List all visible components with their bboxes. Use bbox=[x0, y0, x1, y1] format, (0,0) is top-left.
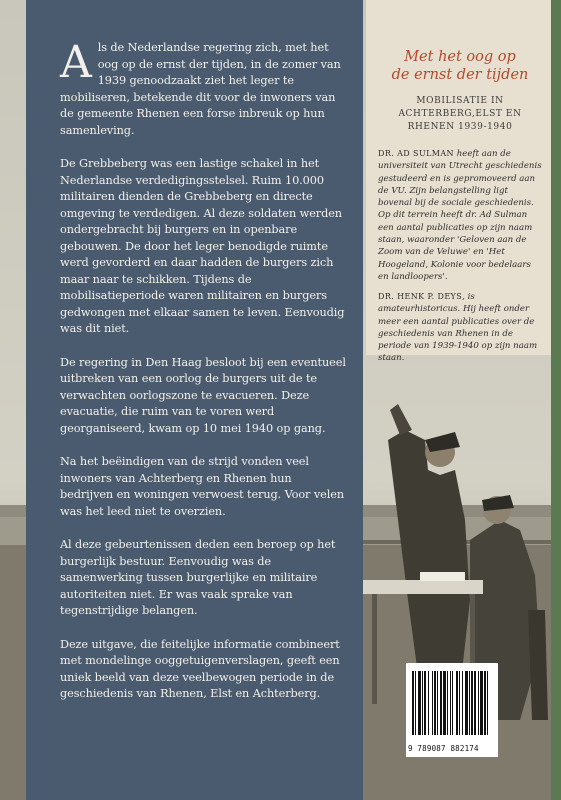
barcode-bar bbox=[471, 671, 473, 735]
barcode-bar bbox=[484, 671, 486, 735]
barcode-bar bbox=[450, 671, 451, 735]
book-title: Met het oog op de ernst der tijden bbox=[391, 49, 529, 83]
barcode-bar bbox=[424, 671, 426, 735]
barcode-bar bbox=[434, 671, 436, 735]
barcode-bar bbox=[469, 671, 470, 735]
barcode-bar bbox=[415, 671, 416, 735]
isbn-number: 9 789087 882174 bbox=[408, 744, 479, 753]
barcode-bar bbox=[422, 671, 423, 735]
barcode bbox=[406, 663, 498, 757]
blurb-paragraph-1: Als de Nederlandse regering zich, met het oog op de ernst der tijden, in de zomer van 1939 genoodzaakt ziet het leger te mobiliseren, betekende dit voor de inwoners van de gemeente Rhenen een forse inbreuk op hun samenleving. bbox=[60, 37, 341, 137]
barcode-bar bbox=[456, 671, 458, 735]
barcode-bar bbox=[440, 671, 442, 735]
barcode-bar bbox=[412, 671, 414, 735]
barcode-bar bbox=[459, 671, 460, 735]
blurb-paragraph-4: Na het beëindigen van de strijd vonden veel inwoners van Achterberg en Rhenen hun bedrijven en woningen verwoest terug. Voor velen was het leed niet te overzien. bbox=[60, 455, 344, 518]
author-name: DR. AD SULMAN bbox=[378, 149, 454, 158]
blurb-paragraph-3: De regering in Den Haag besloot bij een eventueel uitbreken van een oorlog de burgers uit de te verwachten oorlogszone te evacueren. Deze evacuatie, die ruim van te voren werd georganiseerd, kwam op 10 mei 1940 op gang. bbox=[60, 355, 346, 435]
author-name: DR. HENK P. DEYS bbox=[378, 292, 463, 301]
barcode-bar bbox=[452, 671, 453, 735]
barcode-bar bbox=[487, 671, 488, 735]
blurb-paragraph-2: De Grebbeberg was een lastige schakel in het Nederlandse verdedigingsstelsel. Ruim 10.000 militairen dienden de Grebbeberg en directe omgeving te verdedigen. Al deze soldaten werden ondergebracht bij burgers en in openbare gebouwen. De door het leger benodigde ruimte werd gevorderd en daar hadden de burgers zich maar naar te schikken. Tijdens de mobilisatieperiode waren militairen en burgers gedwongen met elkaar samen te leven. Eenvoudig was dit niet. bbox=[60, 157, 345, 335]
blurb-paragraph-5: Al deze gebeurtenissen deden een beroep op het burgerlijk bestuur. Eenvoudig was de samenwerking tussen burgerlijke en militaire autoriteiten niet. Er was vaak sprake van tegenstrijdige belangen. bbox=[60, 538, 336, 617]
barcode-bar bbox=[418, 671, 421, 735]
barcode-bars-icon bbox=[406, 663, 498, 743]
book-subtitle: MOBILISATIE IN ACHTERBERG,ELST EN RHENEN 1939-1940 bbox=[398, 96, 522, 132]
blurb bbox=[60, 37, 346, 720]
barcode-bar bbox=[474, 671, 476, 735]
barcode-bar bbox=[437, 671, 438, 735]
barcode-bar bbox=[462, 671, 463, 735]
drop-cap: A bbox=[60, 37, 92, 88]
cover-edge-strip bbox=[551, 0, 561, 800]
barcode-bar bbox=[447, 671, 448, 735]
barcode-bar bbox=[480, 671, 483, 735]
barcode-bar bbox=[465, 671, 468, 735]
author-bio-sulman: DR. AD SULMAN heeft aan de universiteit van Utrecht geschiedenis gestudeerd en is gepromoveerd aan de VU. Zijn belangstelling ligt bovenal bij de sociale geschiedenis. Op dit terrein heeft dr. Ad Sulman een aantal publicaties op zijn naam staan, waaronder 'Geloven aan de Zoom van de Veluwe' en 'Het Hoogeland, Kolonie voor bedelaars en landloopers'. bbox=[378, 149, 542, 282]
barcode-bar bbox=[432, 671, 433, 735]
barcode-bar bbox=[428, 671, 429, 735]
author-bio-deys: DR. HENK P. DEYS, is amateurhistoricus. Hij heeft onder meer een aantal publicaties over de geschiedenis van Rhenen in de periode van 1939-1940 op zijn naam staan. bbox=[378, 292, 538, 364]
barcode-bar bbox=[478, 671, 479, 735]
blurb-paragraph-6: Deze uitgave, die feitelijke informatie combineert met mondelinge ooggetuigenverslagen, geeft een uniek beeld van deze veelbewogen periode in de geschiedenis van Rhenen, Elst en Achterberg. bbox=[60, 637, 340, 700]
barcode-bar bbox=[443, 671, 446, 735]
